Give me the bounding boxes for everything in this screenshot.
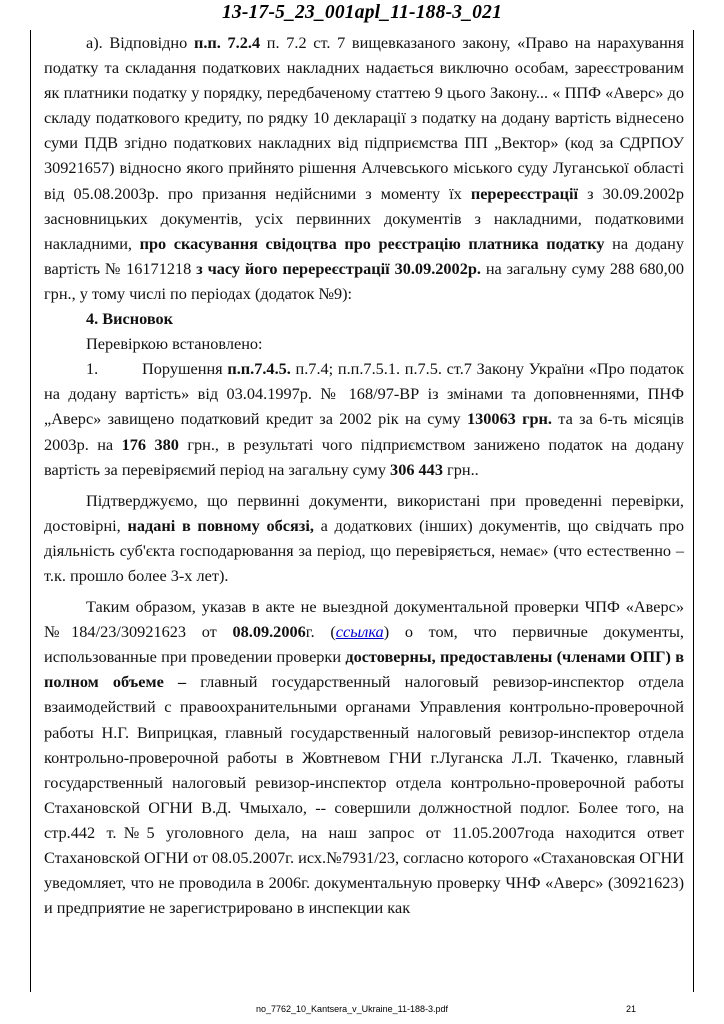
text: грн., в результаті чого підприємством занижено податок на додану вартість за перевіряємий період на загальну суму (44, 434, 684, 479)
text: г. ( (305, 622, 336, 642)
document-body (44, 30, 684, 920)
section-heading-text: 4. Висновок (86, 309, 174, 329)
bold-text: достоверны, предоставлены (членами ОПГ) в полном объеме – (44, 647, 684, 692)
confirmation-paragraph (44, 488, 684, 588)
bold-text: 08.09.2006 (232, 622, 306, 642)
document-header-title: 13-17-5_23_001apl_11-188-3_021 (221, 2, 503, 23)
bold-text: перереєстрації (470, 183, 579, 203)
text: п. 7.2 ст. 7 вищевказаного закону, «Право на нарахування податку та складання податкових накладних надається виключно особам, зареєстрованим як платники податку у порядку, передбаченому статтею 9 цього Закону... « ППФ «Аверс» до складу податкового кредиту, по рядку 10 декларації з податку на додану вартість віднесено суми ПДВ згідно податкових накладних від підприємства ПП „Вектор» (код за СДРПОУ 30921657) відносно якого прийнято рішення Алчевського міського суду Луганської області від 05.08.2003р. про призання недійсними з моменту їх (44, 33, 684, 203)
text: Порушення (142, 359, 228, 379)
established-line: Перевіркою встановлено: (86, 334, 263, 354)
item-number: 1. (86, 359, 99, 379)
bold-text: п.п.7.4.5. (227, 359, 291, 379)
right-margin-line (693, 30, 694, 992)
bold-text: п.п. 7.2.4 (193, 33, 261, 52)
bold-text: 130063 грн. (466, 409, 552, 429)
russian-paragraph (44, 594, 684, 920)
conclusion-item-1 (44, 356, 684, 481)
bold-text: 306 443 (390, 459, 443, 479)
section-heading (44, 306, 684, 331)
paragraph-a (44, 30, 684, 306)
text: на загальну суму 288 680,00 грн., у тому числі по періодах (додаток №9): (44, 258, 684, 303)
text: з 30.09.2002р засновницьких документів, усіх первинних документів з накладними, податковими накладними, (44, 183, 685, 253)
text: Підтверджуємо, що первинні документи, використані при проведенні перевірки, достовірні, (44, 490, 684, 535)
bold-text: про скасування свідоцтва про реєстрацію платника податку (139, 233, 605, 253)
text: грн.. (442, 459, 479, 479)
text: а додаткових (інших) документів, що свідчать про діяльність суб'єкта господарювання за період, що перевіряється, немає» (что естественно – т.к. прошло более 3-х лет). (44, 515, 684, 585)
bold-text: надані в повному обсязі, (127, 515, 314, 535)
text: Таким образом, указав в акте не выездной документальной проверки ЧПФ «Аверс» №184/23/30921623 от (44, 597, 684, 642)
footer-filename: no_7762_10_Kantsera_v_Ukraine_11-188-3.pdf (256, 1004, 448, 1014)
page-number: 21 (626, 1004, 637, 1014)
bold-text: 176 380 (121, 434, 179, 454)
text: главный государственный налоговый ревизор-инспектор отдела взаимодействий с правоохранительными органами Управления контрольно-проверочной работы Н.Г. Виприцкая, главный государственный налоговый ревизор-инспектор отдела контрольно-проверочной работы в Жовтневом ГНИ г.Луганска Л.Л. Ткаченко, главный государственный налоговый ревизор-инспектор отдела контрольно-проверочной работы Стахановской ОГНИ В.Д. Чмыхало, -- совершили должностной подлог. Более того, на стр.442 т.№5 уголовного дела, на наш запрос от 11.05.2007года находится ответ Стахановской ОГНИ от 08.05.2007г. исх.№7931/23, согласно которого «Стахановская ОГНИ уведомляет, что не проводила в 2006г. документальную проверку ЧНФ «Аверс» (30921623) и предприятие не зарегистрировано в инспекции как (44, 672, 684, 918)
left-margin-line (30, 30, 31, 992)
text: на додану вартість № 16171218 (44, 233, 684, 278)
text: а). Відповідно (86, 33, 194, 52)
text: п.7.4; п.п.7.5.1. п.7.5. ст.7 Закону України «Про податок на додану вартість» від 03.04.1997р. № 168/97-ВР із змінами та доповненнями, ПНФ „Аверс» завищено податковий кредит за 2002 рік на суму (44, 359, 684, 429)
reference-link[interactable]: ссылка (335, 622, 384, 642)
text: та за 6-ть місяців 2003р. на (44, 409, 684, 454)
bold-text: з часу його перереєстрації 30.09.2002р. (196, 258, 481, 278)
text: ) о том, что первичные документы, использованные при проведении проверки (44, 622, 685, 667)
